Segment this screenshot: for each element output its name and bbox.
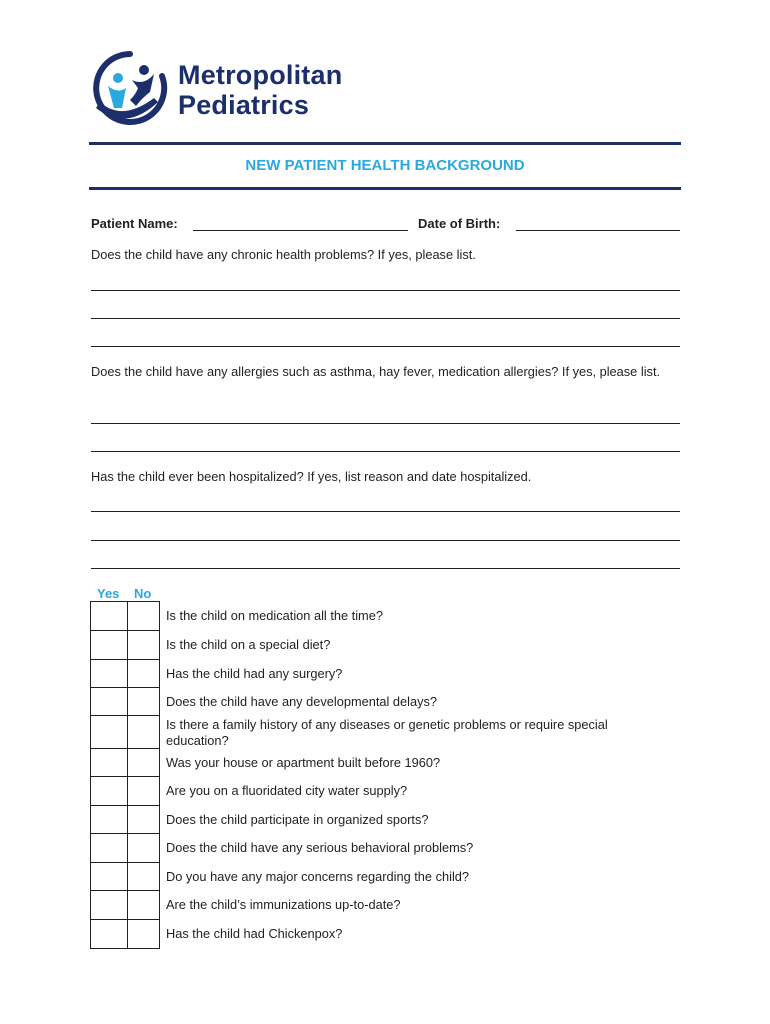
yes-checkbox[interactable] [90, 919, 128, 949]
yes-checkbox[interactable] [90, 862, 128, 891]
question-allergies: Does the child have any allergies such as asthma, hay fever, medication allergies? If yes, please list. [91, 364, 661, 379]
patient-name-label: Patient Name: [91, 216, 178, 231]
no-checkbox[interactable] [127, 890, 160, 920]
yes-checkbox[interactable] [90, 687, 128, 716]
dob-label: Date of Birth: [418, 216, 501, 231]
dob-field[interactable] [516, 229, 680, 231]
yes-checkbox[interactable] [90, 890, 128, 920]
checklist-question: Do you have any major concerns regarding the child? [166, 869, 470, 884]
checklist-question: Is the child on medication all the time? [166, 608, 383, 623]
header-divider-top [89, 142, 681, 145]
checklist-question: Does the child have any serious behavioral problems? [166, 840, 474, 855]
no-checkbox[interactable] [127, 715, 160, 749]
no-checkbox[interactable] [127, 748, 160, 777]
checklist-question: Has the child had any surgery? [166, 666, 343, 681]
checklist-question: Has the child had Chickenpox? [166, 926, 343, 941]
yes-checkbox[interactable] [90, 805, 128, 834]
answer-line[interactable] [91, 511, 680, 512]
question-chronic-problems: Does the child have any chronic health problems? If yes, please list. [91, 247, 476, 262]
yes-checkbox[interactable] [90, 630, 128, 660]
no-checkbox[interactable] [127, 862, 160, 891]
no-checkbox[interactable] [127, 919, 160, 949]
answer-line[interactable] [91, 423, 680, 424]
checklist-question: Are you on a fluoridated city water supply? [166, 783, 408, 798]
yes-checkbox[interactable] [90, 715, 128, 749]
answer-line[interactable] [91, 346, 680, 347]
checklist-question: Is there a family history of any diseases or genetic problems or require special education? [166, 717, 608, 748]
header-divider-bottom [89, 187, 681, 190]
brand-name-line1: Metropolitan [178, 60, 343, 90]
checklist-question: Does the child have any developmental delays? [166, 694, 438, 709]
answer-line[interactable] [91, 290, 680, 291]
no-checkbox[interactable] [127, 601, 160, 631]
brand-name [178, 60, 342, 120]
answer-line[interactable] [91, 540, 680, 541]
no-column-header: No [134, 586, 152, 601]
patient-name-field[interactable] [193, 229, 408, 231]
form-title: NEW PATIENT HEALTH BACKGROUND [245, 157, 525, 174]
children-in-hand-logo-icon [92, 50, 168, 130]
brand-name-line2: Pediatrics [178, 90, 310, 120]
no-checkbox[interactable] [127, 833, 160, 863]
question-hospitalized: Has the child ever been hospitalized? If yes, list reason and date hospitalized. [91, 469, 532, 484]
yes-checkbox[interactable] [90, 776, 128, 806]
checklist-question: Was your house or apartment built before 1960? [166, 755, 441, 770]
yes-checkbox[interactable] [90, 601, 128, 631]
no-checkbox[interactable] [127, 630, 160, 660]
checklist-question: Is the child on a special diet? [166, 637, 331, 652]
checklist-question: Does the child participate in organized sports? [166, 812, 429, 827]
no-checkbox[interactable] [127, 776, 160, 806]
checklist-question: Are the child’s immunizations up-to-date? [166, 897, 401, 912]
no-checkbox[interactable] [127, 659, 160, 688]
brand-logo [92, 50, 362, 130]
answer-line[interactable] [91, 318, 680, 319]
answer-line[interactable] [91, 568, 680, 569]
yes-column-header: Yes [97, 586, 120, 601]
yes-checkbox[interactable] [90, 659, 128, 688]
answer-line[interactable] [91, 451, 680, 452]
yes-checkbox[interactable] [90, 833, 128, 863]
no-checkbox[interactable] [127, 805, 160, 834]
no-checkbox[interactable] [127, 687, 160, 716]
yes-checkbox[interactable] [90, 748, 128, 777]
